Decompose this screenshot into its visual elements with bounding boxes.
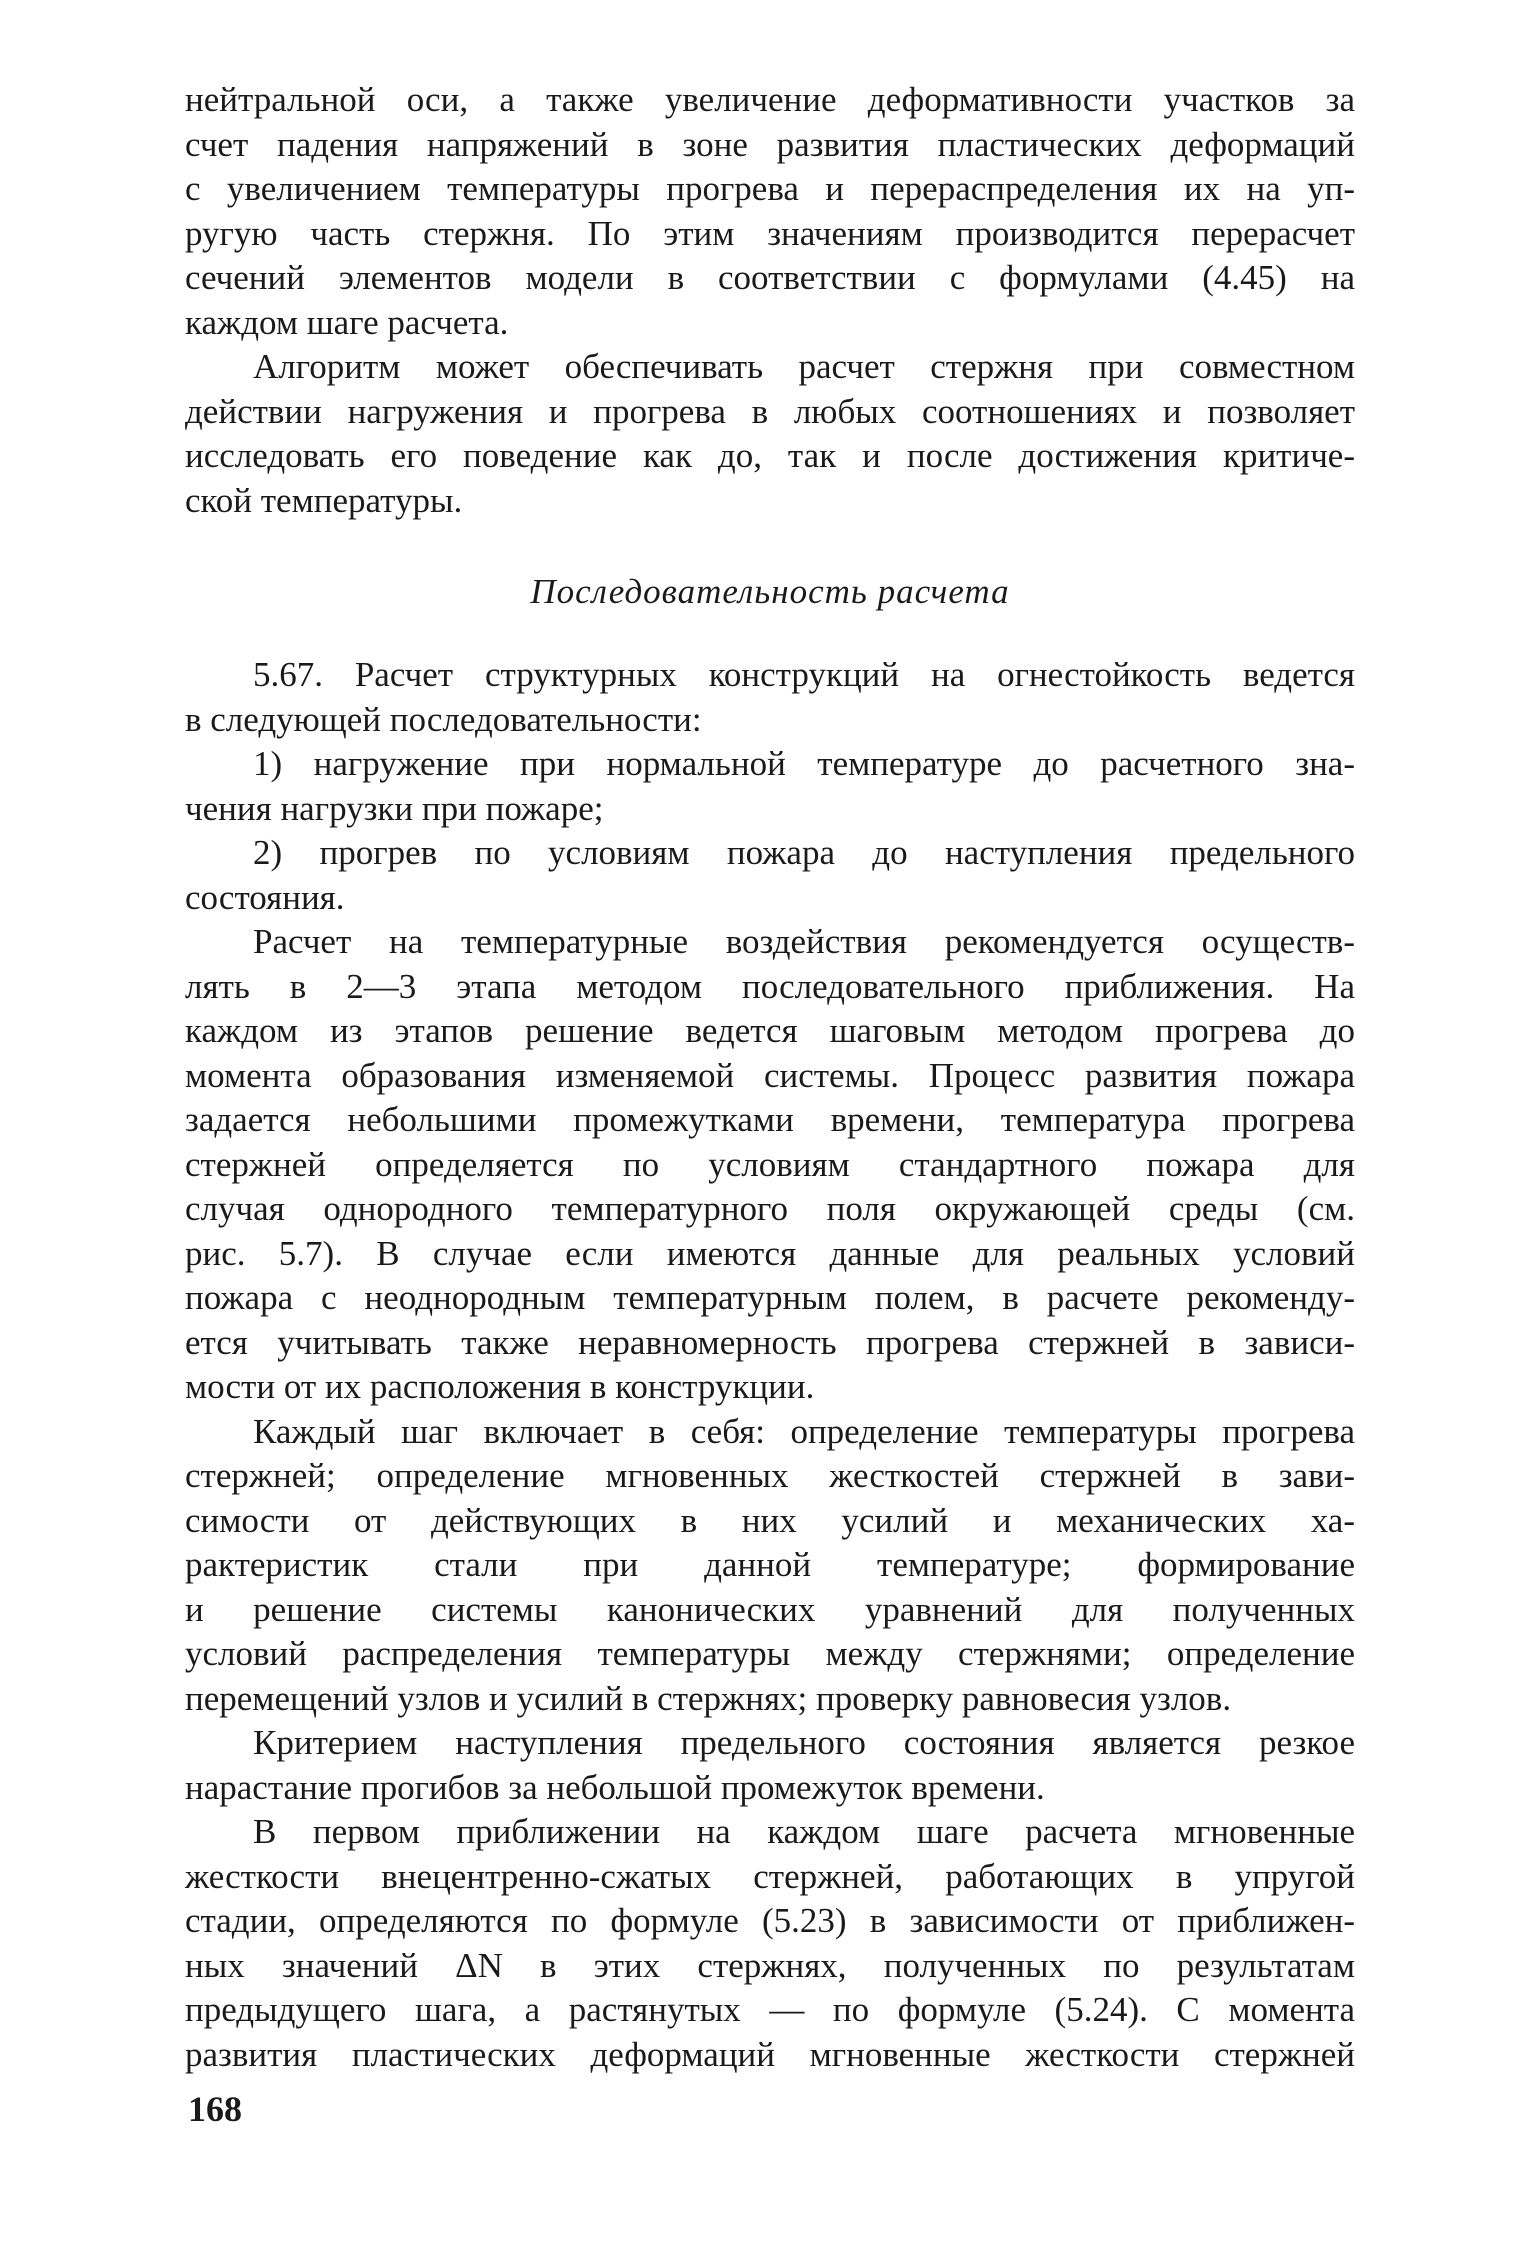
- text-line: симости от действующих в них усилий и механических ха-: [185, 1500, 1355, 1540]
- text-line: развития пластических деформаций мгновенные жесткости стержней: [185, 2034, 1355, 2074]
- text-line: перемещений узлов и усилий в стержнях; проверку равновесия узлов.: [185, 1678, 1232, 1718]
- text-line: чения нагрузки при пожаре;: [185, 788, 604, 828]
- section-heading: Последовательность расчета: [530, 572, 1010, 611]
- text-line: каждом шаге расчета.: [185, 302, 509, 342]
- text-line: момента образования изменяемой системы. Процесс развития пожара: [185, 1055, 1355, 1095]
- text-line: ругую часть стержня. По этим значениям производится перерасчет: [185, 213, 1355, 253]
- text-line: ской температуры.: [185, 480, 463, 520]
- text-line: счет падения напряжений в зоне развития пластических деформаций: [185, 124, 1355, 164]
- text-line: 5.67. Расчет структурных конструкций на огнестойкость ведется: [253, 655, 1355, 694]
- list-item-2: 2) прогрев по условиям пожара до наступления предельного: [253, 833, 1355, 872]
- text-line: стержней; определение мгновенных жесткостей стержней в зави-: [185, 1456, 1355, 1495]
- text-line: Критерием наступления предельного состояния является резкое: [253, 1723, 1355, 1762]
- text-line: стержней определяется по условиям стандартного пожара для: [185, 1144, 1355, 1184]
- text-line: лять в 2—3 этапа методом последовательного приближения. На: [185, 966, 1355, 1006]
- text-line: мости от их расположения в конструкции.: [185, 1367, 815, 1406]
- section-body: [185, 653, 1355, 2077]
- text-line: случая однородного температурного поля окружающей среды (см.: [185, 1189, 1355, 1228]
- text-line: задается небольшими промежутками времени, температура прогрева: [185, 1100, 1355, 1139]
- text-line: пожара с неоднородным температурным полем, в расчете рекоменду-: [185, 1278, 1355, 1317]
- text-line: ных значений ΔN в этих стержнях, полученных по результатам: [185, 1945, 1355, 1985]
- text-line: нейтральной оси, а также увеличение деформативности участков за: [185, 80, 1355, 119]
- text-line: каждом из этапов решение ведется шаговым методом прогрева до: [185, 1011, 1355, 1050]
- text-line: Алгоритм может обеспечивать расчет стержня при совместном: [253, 347, 1355, 386]
- list-item-1: 1) нагружение при нормальной температуре до расчетного зна-: [253, 744, 1355, 783]
- text-line: предыдущего шага, а растянутых — по формуле (5.24). С момента: [185, 1990, 1355, 2029]
- text-line: в следующей последовательности:: [185, 699, 702, 739]
- text-line: Расчет на температурные воздействия рекомендуется осуществ-: [253, 922, 1355, 961]
- text-line: жесткости внецентренно-сжатых стержней, работающих в упругой: [185, 1856, 1355, 1896]
- text-line: действии нагружения и прогрева в любых соотношениях и позволяет: [185, 391, 1355, 431]
- text-line: состояния.: [185, 877, 345, 917]
- paragraph-algorithm: [185, 345, 1355, 523]
- text-line: рактеристик стали при данной температуре; формирование: [185, 1545, 1355, 1584]
- text-line: стадии, определяются по формуле (5.23) в зависимости от приближен-: [185, 1901, 1355, 1940]
- text-line: Каждый шаг включает в себя: определение температуры прогрева: [253, 1411, 1355, 1451]
- text-line: рис. 5.7). В случае если имеются данные для реальных условий: [185, 1233, 1355, 1273]
- text-line: и решение системы канонических уравнений для полученных: [185, 1589, 1355, 1629]
- text-line: с увеличением температуры прогрева и перераспределения их на уп-: [185, 169, 1355, 208]
- text-line: условий распределения температуры между стержнями; определение: [185, 1634, 1355, 1673]
- text-line: нарастание прогибов за небольшой промежуток времени.: [185, 1767, 1045, 1807]
- text-line: ется учитывать также неравномерность прогрева стержней в зависи-: [185, 1322, 1355, 1362]
- text-line: В первом приближении на каждом шаге расчета мгновенные: [253, 1812, 1355, 1851]
- page-number: 168: [188, 2089, 242, 2129]
- text-line: исследовать его поведение как до, так и после достижения критиче-: [185, 436, 1355, 475]
- paragraph-neutral-axis: [185, 78, 1355, 345]
- text-line: сечений элементов модели в соответствии с формулами (4.45) на: [185, 258, 1355, 297]
